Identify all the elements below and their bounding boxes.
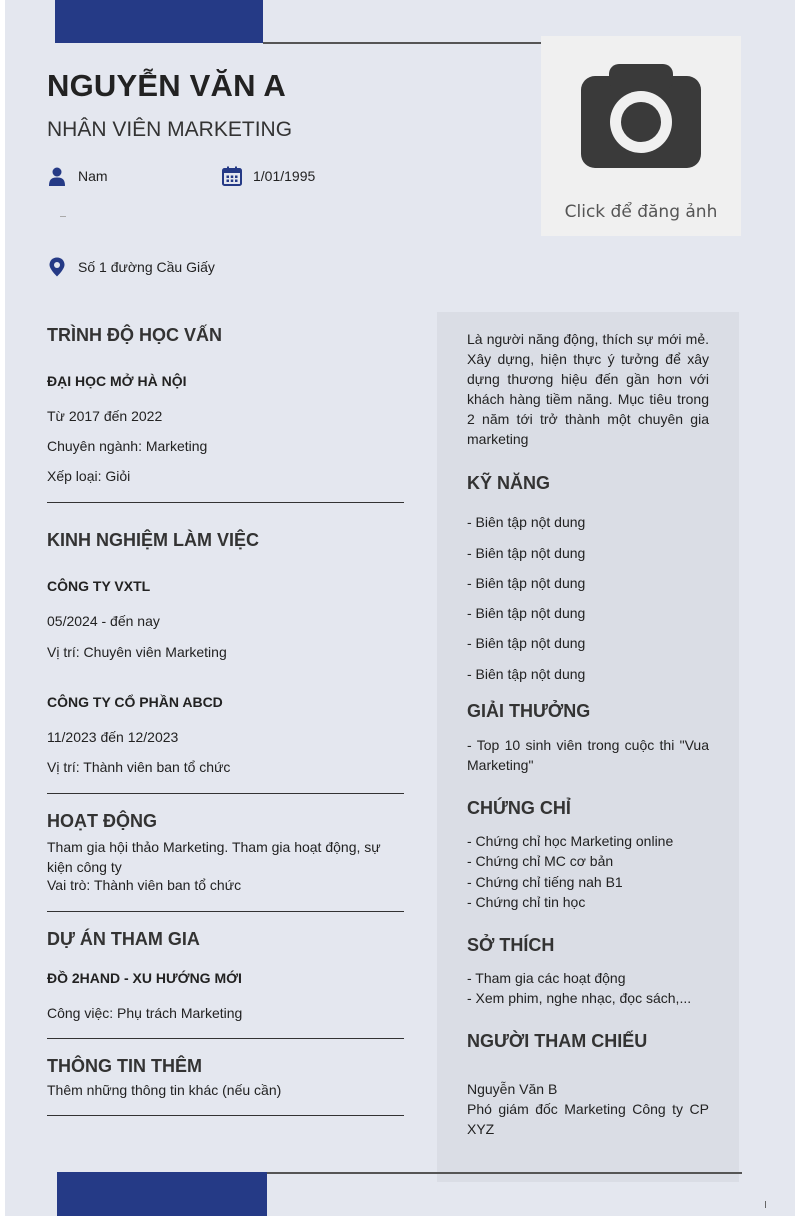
birthday-value: 1/01/1995 (253, 168, 316, 184)
certificate-item: - Chứng chỉ MC cơ bản (467, 853, 614, 869)
location-pin-icon (47, 257, 67, 277)
awards-heading: GIẢI THƯỞNG (467, 701, 591, 721)
section-divider (47, 911, 404, 912)
education-major: Chuyên ngành: Marketing (47, 438, 208, 454)
top-accent-bar (55, 0, 263, 43)
full-name: NGUYỄN VĂN A (47, 68, 286, 103)
bottom-divider (267, 1172, 742, 1174)
photo-upload-label: Click để đăng ảnh (564, 202, 718, 222)
photo-upload[interactable] (541, 36, 741, 236)
calendar-icon (222, 166, 242, 186)
skill-item: - Biên tập nột dung (467, 635, 586, 651)
bottom-accent-bar (57, 1172, 267, 1216)
experience-heading: KINH NGHIỆM LÀM VIỆC (47, 530, 260, 550)
section-divider (47, 1115, 404, 1116)
hobby-item: - Xem phim, nghe nhạc, đọc sách,... (467, 990, 692, 1006)
gender-value: Nam (78, 168, 108, 184)
job-role: Vị trí: Thành viên ban tổ chức (47, 759, 231, 775)
projects-heading: DỰ ÁN THAM GIA (47, 929, 200, 949)
education-heading: TRÌNH ĐỘ HỌC VẤN (47, 325, 222, 345)
skill-item: - Biên tập nột dung (467, 666, 586, 682)
reference-title: Phó giám đốc Marketing Công ty CP XYZ (467, 1101, 709, 1137)
job-period: 05/2024 - đến nay (47, 613, 160, 629)
education-grade: Xếp loại: Giỏi (47, 468, 131, 484)
skill-item: - Biên tập nột dung (467, 514, 586, 530)
skills-heading: KỸ NĂNG (467, 473, 551, 493)
references-heading: NGƯỜI THAM CHIẾU (467, 1031, 648, 1051)
award-item: - Top 10 sinh viên trong cuộc thi "Vua Marketing" (467, 737, 709, 773)
job-period: 11/2023 đến 12/2023 (47, 729, 179, 745)
address-row (47, 257, 215, 277)
certificates-heading: CHỨNG CHỈ (467, 798, 571, 818)
section-divider (47, 502, 404, 503)
career-objective: Là người năng động, thích sự mới mẻ. Xây dựng, hiện thực ý tưởng để xây dựng thương hiệu đến gần hơn với khách hàng tiềm năng. Mục tiêu trong 2 năm tới trở thành một chuyên gia marketing (467, 331, 709, 447)
project-name: ĐỒ 2HAND - XU HƯỚNG MỚI (47, 970, 242, 986)
job-title: NHÂN VIÊN MARKETING (47, 118, 293, 141)
project-work: Công việc: Phụ trách Marketing (47, 1005, 243, 1021)
job-company: CÔNG TY CỔ PHẦN ABCD (47, 694, 223, 710)
reference-name: Nguyễn Văn B (467, 1081, 558, 1097)
education-period: Từ 2017 đến 2022 (47, 408, 163, 424)
job-company: CÔNG TY VXTL (47, 578, 151, 594)
extra-text: Thêm những thông tin khác (nếu cần) (47, 1082, 282, 1098)
job-role: Vị trí: Chuyên viên Marketing (47, 644, 227, 660)
activities-heading: HOẠT ĐỘNG (47, 811, 157, 831)
page-mark (765, 1201, 766, 1208)
hobby-item: - Tham gia các hoạt động (467, 970, 626, 986)
skill-item: - Biên tập nột dung (467, 605, 586, 621)
separator-mark (60, 216, 66, 217)
certificate-item: - Chứng chỉ tin học (467, 894, 586, 910)
education-school: ĐẠI HỌC MỞ HÀ NỘI (47, 373, 187, 389)
section-divider (47, 1038, 404, 1039)
activities-role: Vai trò: Thành viên ban tổ chức (47, 877, 242, 893)
section-divider (47, 793, 404, 794)
camera-icon (581, 64, 701, 168)
certificate-item: - Chứng chỉ tiếng nah B1 (467, 874, 623, 890)
extra-heading: THÔNG TIN THÊM (47, 1056, 202, 1076)
skill-item: - Biên tập nột dung (467, 575, 586, 591)
certificate-item: - Chứng chỉ học Marketing online (467, 833, 674, 849)
skill-item: - Biên tập nột dung (467, 545, 586, 561)
hobbies-heading: SỞ THÍCH (467, 935, 555, 955)
person-icon (47, 166, 67, 186)
activities-description: Tham gia hội thảo Marketing. Tham gia hoạt động, sự kiện công ty (47, 839, 381, 875)
address-value: Số 1 đường Cầu Giấy (78, 259, 215, 275)
birthday-row (222, 166, 315, 186)
top-divider (263, 42, 543, 44)
gender-row (47, 166, 108, 186)
